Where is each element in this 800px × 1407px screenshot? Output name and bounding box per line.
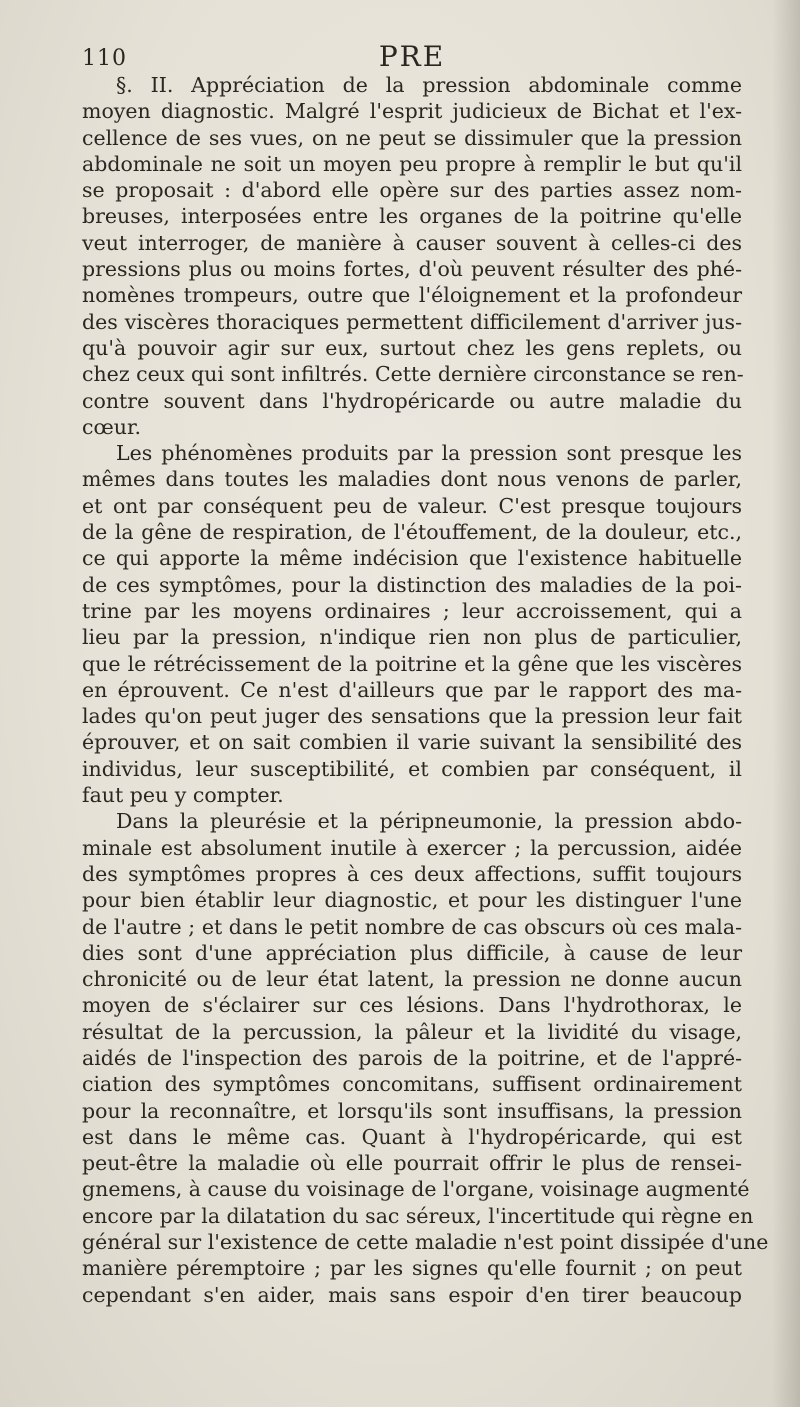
text-line: trine par les moyens ordinaires ; leur accroissement, qui a: [82, 598, 742, 623]
text-line: moyen diagnostic. Malgré l'esprit judicieux de Bichat et l'ex-: [82, 99, 742, 124]
text-line: pressions plus ou moins fortes, d'où peuvent résulter des phé-: [82, 257, 742, 282]
text-line: chez ceux qui sont infiltrés. Cette dernière circonstance se ren-: [82, 362, 744, 387]
text-line: et ont par conséquent peu de valeur. C'est presque toujours: [82, 493, 742, 518]
text-line: général sur l'existence de cette maladie n'est point dissipée d'une: [82, 1230, 769, 1255]
text-line: cellence de ses vues, on ne peut se dissimuler que la pression: [82, 125, 742, 150]
text-line: des viscères thoraciques permettent difficilement d'arriver jus-: [82, 309, 742, 334]
text-line: pour bien établir leur diagnostic, et pour les distinguer l'une: [82, 888, 742, 913]
text-line: abdominale ne soit un moyen peu propre à remplir le but qu'il: [82, 151, 742, 176]
text-line: de l'autre ; et dans le petit nombre de cas obscurs où ces mala-: [82, 914, 742, 939]
text-line: éprouver, et on sait combien il varie suivant la sensibilité des: [82, 730, 742, 755]
text-line: mêmes dans toutes les maladies dont nous venons de parler,: [82, 467, 742, 492]
text-line: Les phénomènes produits par la pression sont presque les: [116, 441, 742, 466]
text-line: peut-être la maladie où elle pourrait offrir le plus de rensei-: [82, 1151, 742, 1176]
text-line: se proposait : d'abord elle opère sur des parties assez nom-: [82, 178, 742, 203]
text-line: contre souvent dans l'hydropéricarde ou autre maladie du: [82, 388, 742, 413]
text-line: cependant s'en aider, mais sans espoir d'en tirer beaucoup: [82, 1282, 742, 1307]
text-line: que le rétrécissement de la poitrine et la gêne que les viscères: [82, 651, 742, 676]
text-line: dies sont d'une appréciation plus difficile, à cause de leur: [82, 940, 742, 965]
text-line: §. II. Appréciation de la pression abdominale comme: [116, 73, 742, 97]
running-head: PRE: [378, 40, 446, 73]
text-line: nomènes trompeurs, outre que l'éloignement et la profondeur: [82, 283, 742, 308]
text-line: lieu par la pression, n'indique rien non plus de particulier,: [82, 625, 742, 650]
text-line: Dans la pleurésie et la péripneumonie, la pression abdo-: [116, 809, 742, 834]
text-line: ciation des symptômes concomitans, suffisent ordinairement: [82, 1072, 742, 1097]
text-line: individus, leur susceptibilité, et combien par conséquent, il: [82, 756, 742, 781]
text-line: lades qu'on peut juger des sensations que la pression leur fait: [82, 704, 742, 729]
text-line: breuses, interposées entre les organes de la poitrine qu'elle: [82, 204, 742, 229]
text-line: aidés de l'inspection des parois de la poitrine, et de l'appré-: [82, 1045, 742, 1070]
text-line: de ces symptômes, pour la distinction des maladies de la poi-: [82, 572, 742, 597]
body-text: [82, 72, 769, 1308]
text-line: résultat de la percussion, la pâleur et la lividité du visage,: [82, 1019, 742, 1044]
text-line: encore par la dilatation du sac séreux, l'incertitude qui règne en: [82, 1203, 754, 1228]
text-line: de la gêne de respiration, de l'étouffement, de la douleur, etc.,: [82, 520, 742, 545]
text-line: des symptômes propres à ces deux affections, suffit toujours: [82, 861, 742, 886]
text-line: chronicité ou de leur état latent, la pression ne donne aucun: [82, 967, 742, 992]
page-number: 110: [82, 46, 127, 71]
text-line: pour la reconnaître, et lorsqu'ils sont insuffisans, la pression: [82, 1098, 742, 1123]
text-line: qu'à pouvoir agir sur eux, surtout chez les gens replets, ou: [82, 335, 742, 360]
text-line: en éprouvent. Ce n'est d'ailleurs que par le rapport des ma-: [82, 677, 742, 702]
page-edge-shadow: [772, 0, 800, 1407]
text-line: minale est absolument inutile à exercer ; la percussion, aidée: [82, 835, 742, 860]
text-line: manière péremptoire ; par les signes qu'elle fournit ; on peut: [82, 1256, 742, 1281]
text-line: veut interroger, de manière à causer souvent à celles-ci des: [82, 230, 742, 255]
text-line: cœur.: [82, 414, 142, 439]
text-line: faut peu y compter.: [82, 783, 284, 808]
text-line: gnemens, à cause du voisinage de l'organe, voisinage augmenté: [82, 1177, 750, 1202]
text-line: est dans le même cas. Quant à l'hydropéricarde, qui est: [82, 1124, 742, 1149]
text-line: ce qui apporte la même indécision que l'existence habituelle: [82, 546, 742, 571]
text-line: moyen de s'éclairer sur ces lésions. Dans l'hydrothorax, le: [82, 993, 742, 1018]
page-header: [82, 40, 742, 74]
